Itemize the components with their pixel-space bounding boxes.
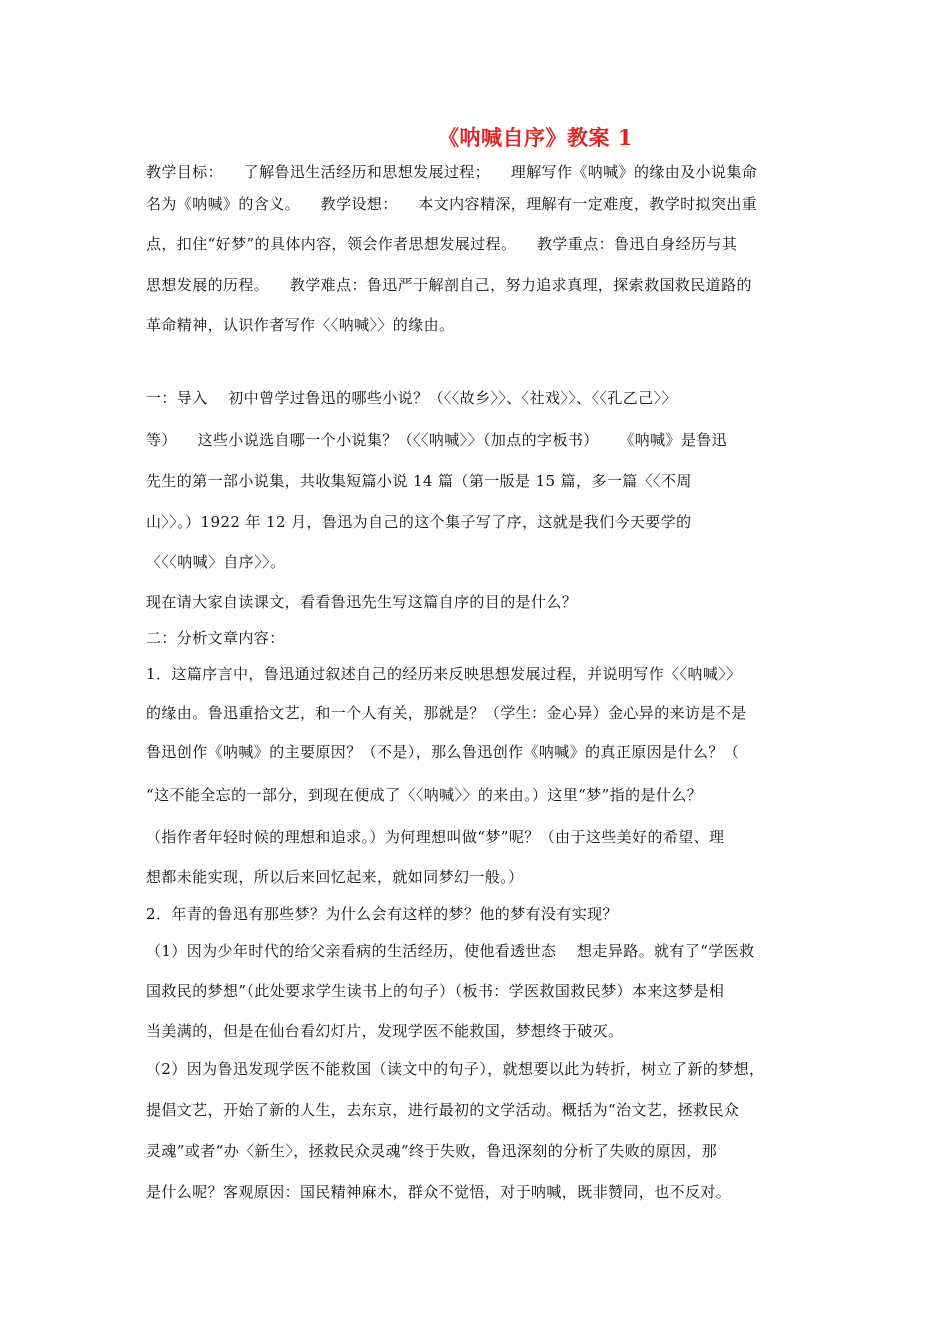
text-line: 教学目标： 了解鲁迅生活经历和思想发展过程； 理解写作《呐喊》的缘由及小说集命: [146, 163, 758, 181]
text-line: （指作者年轻时候的理想和追求。）为何理想叫做“梦”呢？（由于这些美好的希望、理: [146, 828, 725, 846]
text-line: 二：分析文章内容：: [146, 629, 285, 647]
text-line: 山〉〉。）1922 年 12 月，鲁迅为自己的这个集子写了序，这就是我们今天要学的: [146, 513, 692, 531]
text-line: 2．年青的鲁迅有那些梦？为什么会有这样的梦？他的梦有没有实现？: [146, 905, 618, 923]
text-line: 点，扣住“好梦”的具体内容，领会作者思想发展过程。 教学重点：鲁迅自身经历与其: [146, 235, 738, 253]
text-line: 鲁迅创作《呐喊》的主要原因？（不是），那么鲁迅创作《呐喊》的真正原因是什么？（: [146, 743, 740, 761]
text-line: 一：导入 初中曾学过鲁迅的哪些小说？（〈〈故乡〉〉、〈社戏〉〉、〈〈孔乙己〉〉: [146, 389, 677, 407]
text-line: （1）因为少年时代的给父亲看病的生活经历，使他看透世态 想走异路。就有了“学医救: [146, 942, 755, 960]
text-line: （2）因为鲁迅发现学医不能救国（读文中的句子），就想要以此为转折，树立了新的梦想，: [146, 1060, 765, 1078]
text-line: 等） 这些小说选自哪一个小说集？（〈〈呐喊〉〉（加点的字板书） 《呐喊》是鲁迅: [146, 431, 728, 449]
text-line: 〈〈〈呐喊〉自序〉〉。: [146, 553, 286, 571]
text-line: 先生的第一部小说集，共收集短篇小说 14 篇（第一版是 15 篇，多一篇〈〈不周: [146, 472, 692, 490]
text-line: 革命精神，认识作者写作〈〈呐喊〉〉的缘由。: [146, 316, 455, 334]
text-line: “这不能全忘的一部分，到现在便成了〈〈呐喊〉〉的来由。）这里“梦”指的是什么？: [146, 786, 703, 804]
document-title: 《呐喊自序》教案 1: [438, 125, 633, 150]
text-line: 灵魂”或者“办〈新生〉，拯救民众灵魂”终于失败，鲁迅深刻的分析了失败的原因，那: [146, 1142, 718, 1160]
text-line: 当美满的，但是在仙台看幻灯片，发现学医不能救国，梦想终于破灭。: [146, 1022, 624, 1040]
text-line: 1．这篇序言中，鲁迅通过叙述自己的经历来反映思想发展过程，并说明写作〈〈呐喊〉〉: [146, 665, 742, 683]
text-line: 想都未能实现，所以后来回忆起来，就如同梦幻一般。）: [146, 868, 524, 886]
text-line: 的缘由。鲁迅重拾文艺，和一个人有关，那就是？（学生：金心异）金心异的来访是不是: [146, 704, 747, 722]
text-line: 思想发展的历程。 教学难点：鲁迅严于解剖自己，努力追求真理，探索救国救民道路的: [146, 276, 752, 294]
text-line: 名为《呐喊》的含义。 教学设想： 本文内容精深，理解有一定难度，教学时拟突出重: [146, 195, 758, 213]
text-line: 提倡文艺，开始了新的人生，去东京，进行最初的文学活动。概括为“治文艺，拯救民众: [146, 1101, 740, 1119]
text-line: 国救民的梦想”（此处要求学生读书上的句子）（板书：学医救国救民梦）本来这梦是相: [146, 982, 725, 1000]
text-line: 是什么呢？客观原因：国民精神麻木，群众不觉悟，对于呐喊，既非赞同，也不反对。: [146, 1183, 732, 1201]
text-line: 现在请大家自读课文，看看鲁迅先生写这篇自序的目的是什么？: [146, 593, 578, 611]
